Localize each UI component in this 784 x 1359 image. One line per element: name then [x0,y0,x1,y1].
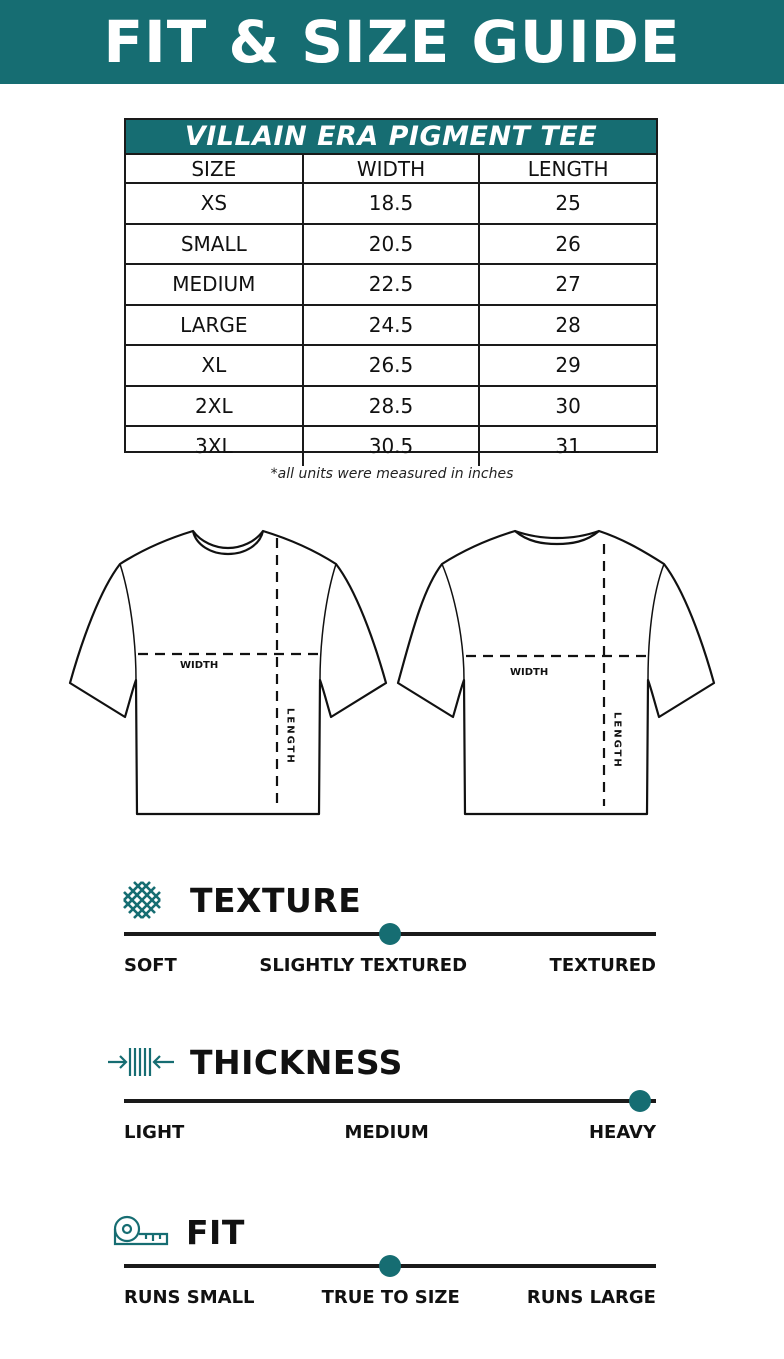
size-cell: LARGE [126,305,303,346]
thickness-label-mid: MEDIUM [344,1122,429,1143]
thickness-label-high: HEAVY [588,1122,656,1143]
length-cell: 31 [479,426,656,466]
width-cell: 18.5 [303,183,480,224]
texture-label-low: SOFT [124,955,177,976]
width-cell: 22.5 [303,264,480,305]
thickness-title: THICKNESS [190,1043,403,1082]
back-length-label: LENGTH [611,712,623,769]
column-header-width: WIDTH [303,155,480,183]
length-cell: 26 [479,224,656,265]
size-cell: 2XL [126,386,303,427]
width-cell: 24.5 [303,305,480,346]
measuring-tape-icon [112,1214,170,1250]
size-cell: MEDIUM [126,264,303,305]
table-header-row [126,155,656,183]
length-cell: 25 [479,183,656,224]
fit-slider-marker [379,1255,401,1277]
table-row [126,345,656,386]
table-row [126,264,656,305]
size-cell: XS [126,183,303,224]
width-cell: 30.5 [303,426,480,466]
table-row [126,305,656,346]
size-grid [126,155,656,466]
length-cell: 28 [479,305,656,346]
thickness-arrows-icon [106,1044,176,1080]
fit-title: FIT [186,1213,245,1252]
length-cell: 29 [479,345,656,386]
width-cell: 20.5 [303,224,480,265]
table-row [126,386,656,427]
front-width-label: WIDTH [180,660,219,671]
column-header-length: LENGTH [479,155,656,183]
size-cell: 3XL [126,426,303,466]
table-row [126,224,656,265]
length-cell: 27 [479,264,656,305]
length-cell: 30 [479,386,656,427]
texture-scale-labels [124,955,656,976]
size-cell: XL [126,345,303,386]
thickness-slider-track [124,1099,656,1103]
thickness-slider-marker [629,1090,651,1112]
units-note: *all units were measured in inches [270,466,514,482]
size-cell: SMALL [126,224,303,265]
column-header-size: SIZE [126,155,303,183]
table-row [126,183,656,224]
back-width-label: WIDTH [510,667,549,678]
table-title: VILLAIN ERA PIGMENT TEE [126,120,656,155]
fabric-texture-icon [120,878,164,922]
thickness-label-low: LIGHT [124,1122,185,1143]
table-row [126,426,656,466]
front-width-guide [138,538,318,806]
fit-label-mid: TRUE TO SIZE [321,1287,460,1308]
fit-scale-labels [124,1287,656,1308]
fit-label-high: RUNS LARGE [526,1287,656,1308]
size-table [124,118,658,459]
width-cell: 26.5 [303,345,480,386]
width-cell: 28.5 [303,386,480,427]
front-tee-illustration [70,531,386,814]
fit-label-low: RUNS SMALL [124,1287,255,1308]
page-title: FIT & SIZE GUIDE [103,8,681,76]
thickness-scale-labels [124,1122,656,1143]
tee-measurement-diagram [0,520,784,830]
texture-title: TEXTURE [190,881,362,920]
texture-label-mid: SLIGHTLY TEXTURED [259,955,468,976]
texture-label-high: TEXTURED [549,955,656,976]
back-tee-illustration [398,531,714,814]
front-length-label: LENGTH [284,708,296,765]
texture-slider-marker [379,923,401,945]
page-header [0,0,784,84]
